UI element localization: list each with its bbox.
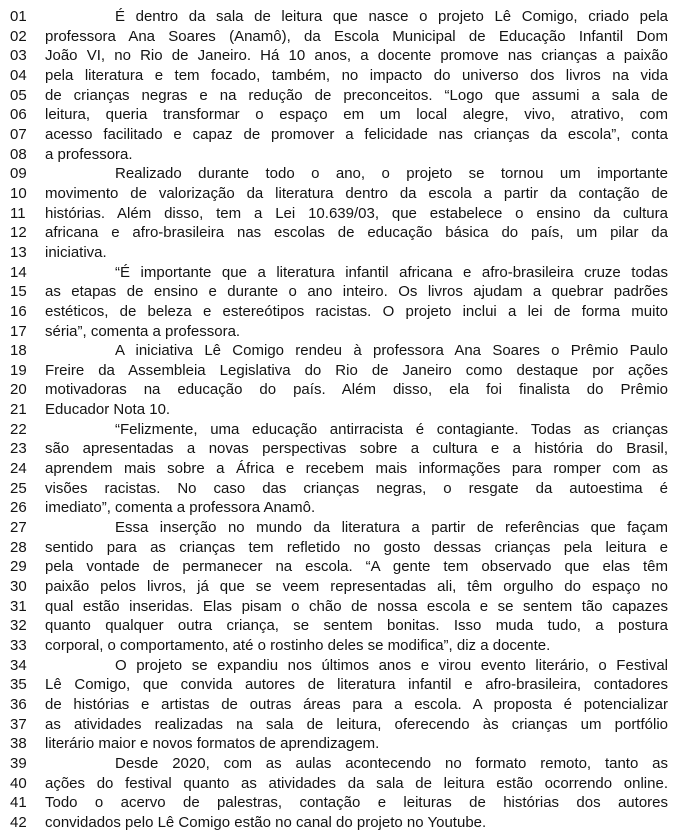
line: [10, 400, 668, 420]
line-text: Todo o acervo de palestras, contação e leituras de histórias dos autores: [45, 794, 668, 812]
line-text: pela literatura e tem focado, também, no impacto do universo dos livros na vida: [45, 66, 668, 84]
line-number: 41: [10, 794, 27, 812]
line: [10, 439, 668, 459]
line-number: 18: [10, 342, 27, 360]
line-text: Desde 2020, com as aulas acontecendo no formato remoto, tanto as: [115, 754, 668, 772]
line: [10, 66, 668, 86]
line-text: Lê Comigo, que convida autores de literatura infantil e afro-brasileira, contadores: [45, 676, 668, 694]
line-number: 03: [10, 47, 27, 65]
line-text: movimento de valorização da literatura dentro da escola a partir da contação de: [45, 184, 668, 202]
line-text: “Felizmente, uma educação antirracista é contagiante. Todas as crianças: [115, 420, 668, 438]
line-text: as etapas de ensino e durante o ano inteiro. Os livros ajudam a quebrar padrões: [45, 283, 668, 301]
line-text: motivadoras na educação do país. Além disso, ela foi finalista do Prêmio: [45, 381, 668, 399]
line-text: leitura, queria transformar o espaço em um local alegre, vivo, atrativo, com: [45, 106, 668, 124]
line-number: 20: [10, 381, 27, 399]
line: [10, 184, 668, 204]
line: [10, 656, 668, 676]
line-number: 24: [10, 460, 27, 478]
line: [10, 479, 668, 499]
line: [10, 302, 668, 322]
line: [10, 577, 668, 597]
document-body: [10, 7, 668, 833]
line: [10, 715, 668, 735]
line-text: A iniciativa Lê Comigo rendeu à professora Ana Soares o Prêmio Paulo: [115, 342, 668, 360]
line: [10, 105, 668, 125]
line-text: corporal, o comportamento, até o rostinho deles se modifica”, diz a docente.: [45, 637, 551, 654]
line-text: Educador Nota 10.: [45, 401, 171, 419]
line-text: de crianças negras e na redução de preconceitos. “Logo que assumi a sala de: [45, 86, 668, 104]
line-number: 37: [10, 715, 27, 733]
line-number: 25: [10, 479, 27, 497]
line: [10, 164, 668, 184]
line-number: 15: [10, 283, 27, 301]
line: [10, 7, 668, 27]
line: [10, 774, 668, 794]
line-number: 12: [10, 224, 27, 242]
line-text: literário maior e novos formatos de aprendizagem.: [45, 735, 380, 753]
line-number: 05: [10, 86, 27, 104]
line: [10, 361, 668, 381]
line-number: 19: [10, 361, 27, 379]
line: [10, 322, 668, 342]
line-number: 26: [10, 499, 27, 517]
line: [10, 86, 668, 106]
line-number: 35: [10, 676, 27, 694]
line-text: João VI, no Rio de Janeiro. Há 10 anos, a docente promove nas crianças a paixão: [45, 47, 668, 65]
line-number: 36: [10, 695, 27, 713]
line-number: 38: [10, 735, 27, 753]
line-number: 33: [10, 637, 27, 654]
line-text: iniciativa.: [45, 243, 107, 261]
line-text: paixão pelos livros, já que se veem representadas ali, têm orgulho do espaço no: [45, 578, 668, 596]
line: [10, 46, 668, 66]
line-text: Essa inserção no mundo da literatura a partir de referências que façam: [115, 519, 668, 537]
line-text: estéticos, de beleza e estereótipos racistas. O projeto inclui a lei de forma muito: [45, 302, 668, 320]
line: [10, 636, 668, 656]
line-number: 10: [10, 184, 27, 202]
line-number: 17: [10, 322, 27, 340]
line-text: histórias. Além disso, tem a Lei 10.639/03, que estabelece o ensino da cultura: [45, 204, 668, 222]
line-number: 11: [10, 204, 26, 222]
line: [10, 243, 668, 263]
line-text: séria”, comenta a professora.: [45, 322, 241, 340]
line-number: 34: [10, 656, 27, 674]
line: [10, 754, 668, 774]
line-number: 06: [10, 106, 27, 124]
line-number: 23: [10, 440, 27, 458]
line-number: 04: [10, 66, 27, 84]
line: [10, 695, 668, 715]
line-text: pela vontade de permanecer na escola. “A gente tem observado que elas têm: [45, 558, 668, 576]
line: [10, 380, 668, 400]
line-number: 22: [10, 420, 27, 438]
line-number: 42: [10, 813, 27, 831]
line-text: de histórias e artistas de outras áreas para a escola. A proposta é potencializar: [45, 695, 668, 713]
line: [10, 616, 668, 636]
line-text: “É importante que a literatura infantil africana e afro-brasileira cruze todas: [115, 263, 668, 281]
line-text: qual estão inseridas. Elas pisam o chão de nossa escola e se sentem tão capazes: [45, 597, 668, 615]
line: [10, 538, 668, 558]
line-number: 07: [10, 125, 27, 143]
line-number: 40: [10, 774, 27, 792]
line-text: as atividades realizadas na sala de leitura, oferecendo às crianças um portfólio: [45, 715, 668, 733]
line: [10, 459, 668, 479]
line-text: É dentro da sala de leitura que nasce o projeto Lê Comigo, criado pela: [115, 8, 668, 25]
line-number: 27: [10, 519, 27, 537]
line: [10, 813, 668, 833]
line-number: 09: [10, 165, 27, 183]
line: [10, 282, 668, 302]
line: [10, 145, 668, 165]
line-text: imediato”, comenta a professora Anamô.: [45, 499, 316, 517]
line: [10, 204, 668, 224]
line: [10, 675, 668, 695]
line: [10, 557, 668, 577]
line-text: sentido para as crianças tem refletido no gosto dessas crianças pela leitura e: [45, 538, 668, 556]
line-text: quanto qualquer outra criança, se sentem bonitas. Isso muda tudo, a postura: [45, 617, 668, 635]
line: [10, 734, 668, 754]
line-number: 14: [10, 263, 27, 281]
line-text: africana e afro-brasileira nas escolas de educação básica do país, um pilar da: [45, 224, 668, 242]
line-text: acesso facilitado e capaz de promover a felicidade nas crianças da escola”, conta: [45, 125, 668, 143]
line: [10, 498, 668, 518]
line-text: ações do festival quanto as atividades da sala de leitura estão ocorrendo online.: [45, 774, 668, 792]
line: [10, 597, 668, 617]
line-number: 16: [10, 302, 27, 320]
line: [10, 223, 668, 243]
line-number: 08: [10, 145, 27, 163]
line-number: 28: [10, 538, 27, 556]
line-number: 31: [10, 597, 27, 615]
line-text: a professora.: [45, 145, 133, 163]
line-number: 29: [10, 558, 27, 576]
line-text: professora Ana Soares (Anamô), da Escola Municipal de Educação Infantil Dom: [45, 27, 668, 45]
line-text: convidados pelo Lê Comigo estão no canal do projeto no Youtube.: [45, 813, 487, 831]
line: [10, 125, 668, 145]
line-text: são apresentadas a novas perspectivas sobre a cultura e a história do Brasil,: [45, 440, 668, 458]
line-number: 13: [10, 243, 27, 261]
line: [10, 341, 668, 361]
line: [10, 27, 668, 47]
line-number: 01: [10, 8, 27, 25]
line: [10, 263, 668, 283]
line-text: visões racistas. No caso das crianças negras, o resgate da autoestima é: [45, 479, 668, 497]
line-text: Freire da Assembleia Legislativa do Rio de Janeiro como destaque por ações: [45, 361, 668, 379]
line-number: 39: [10, 754, 27, 772]
line-text: aprendem mais sobre a África e recebem mais informações para romper com as: [45, 460, 668, 478]
line: [10, 518, 668, 538]
line: [10, 420, 668, 440]
line-text: O projeto se expandiu nos últimos anos e virou evento literário, o Festival: [115, 656, 668, 674]
line-number: 21: [10, 401, 27, 419]
line-number: 30: [10, 578, 27, 596]
line-number: 32: [10, 617, 27, 635]
line-number: 02: [10, 27, 27, 45]
line-text: Realizado durante todo o ano, o projeto se tornou um importante: [115, 165, 668, 183]
line: [10, 793, 668, 813]
